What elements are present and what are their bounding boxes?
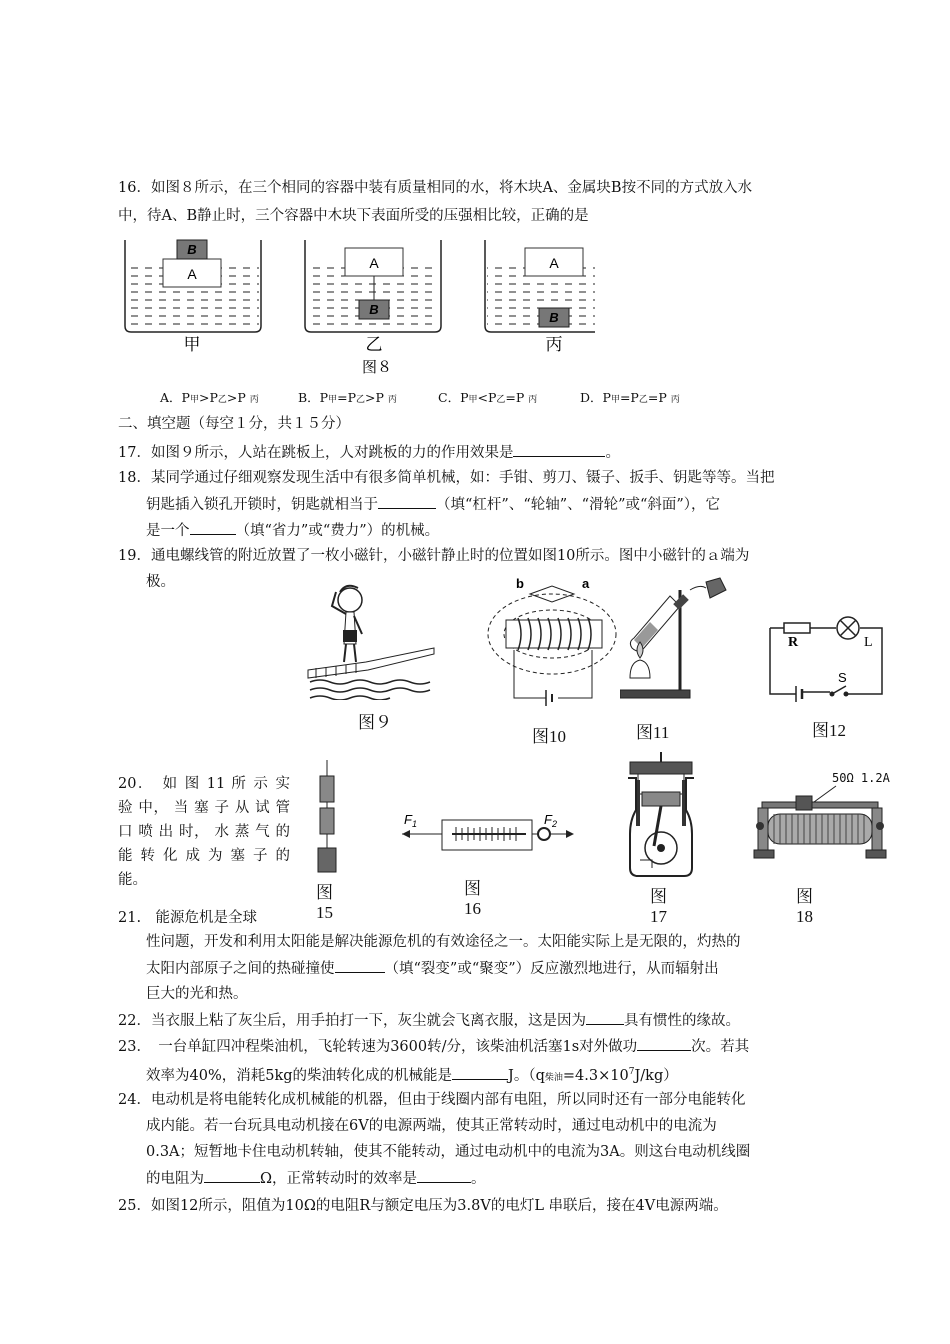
figure-18-rheostat	[752, 782, 888, 862]
q16-line2: 中，待A、B静止时，三个容器中木块下表面所受的压强相比较，正确的是	[118, 208, 589, 224]
q23-line1: 23． 一台单缸四冲程柴油机，飞轮转速为3600转/分，该柴油机活塞1s对外做功 次。若其	[118, 1036, 749, 1057]
container-jia	[125, 240, 261, 332]
option-a[interactable]: A．P甲>P乙>P 丙	[160, 390, 259, 405]
figure-12-caption: 图12	[812, 721, 846, 740]
q21-line1: 21. 能源危机是全球	[118, 910, 258, 926]
section-heading: 二、填空题（每空１分，共１５分）	[118, 416, 350, 432]
block-a-label: A	[549, 255, 559, 271]
compass-b-label: b	[516, 576, 524, 591]
figure-12-circuit	[764, 608, 890, 704]
figure-10-caption: 图10	[532, 727, 566, 746]
lamp-label: L	[864, 635, 873, 650]
figure-11-test-tube	[620, 576, 730, 706]
rheostat-rating: 50Ω 1.2A	[832, 771, 890, 785]
q21-line3: 太阳内部原子之间的热碰撞使 （填“裂变”或“聚变”）反应激烈地进行，从而辐射出	[146, 958, 719, 979]
q24-line2: 成内能。若一台玩具电动机接在6V的电源两端，使其正常转动时，通过电动机中的电流为	[146, 1118, 717, 1134]
q19-line1: 19．通电螺线管的附近放置了一枚小磁针，小磁针静止时的位置如图10所示。图中小磁针的ａ端为	[118, 548, 750, 564]
q18-line3: 是一个 （填“省力”或“费力”）的机械。	[146, 520, 439, 541]
q21-line2: 性问题，开发和利用太阳能是解决能源危机的有效途径之一。太阳能实际上是无限的，灼热的	[146, 934, 741, 950]
figure-8-caption: 图８	[361, 358, 393, 376]
block-b-label: B	[549, 310, 559, 325]
q20: 20． 如 图 11 所 示 实 验 中， 当 塞 子 从 试 管 口 喷 出 时， 水 蒸 气 的 能 转 化 成 为 塞 子 的 能。	[118, 776, 290, 888]
block-b-label: B	[369, 302, 379, 317]
figure-17-engine	[626, 750, 696, 878]
figure-9-diver	[306, 578, 438, 700]
container-label-yi: 乙	[365, 335, 383, 355]
figure-10-solenoid	[484, 574, 620, 714]
switch-label: S	[838, 670, 847, 685]
q18-line2: 钥匙插入锁孔开锁时，钥匙就相当于 （填“杠杆”、“轮轴”、“滑轮”或“斜面”），它	[146, 494, 720, 515]
block-a-label: A	[369, 255, 379, 271]
figure-11-caption: 图11	[636, 723, 670, 742]
container-label-jia: 甲	[183, 335, 201, 355]
block-b-label: B	[187, 242, 197, 257]
q24-line1: 24．电动机是将电能转化成机械能的机器，但由于线圈内部有电阻，所以同时还有一部分电能转化	[118, 1092, 746, 1108]
figure-15-caption: 图 15	[316, 883, 333, 922]
option-d[interactable]: D．P甲=P乙=P 丙	[580, 390, 680, 405]
figure-18-caption: 图 18	[796, 887, 813, 926]
figure-16-caption: 图 16	[464, 879, 481, 918]
block-a-label: A	[187, 266, 197, 282]
force-f2-label: $F_2$	[544, 812, 557, 829]
figure-9-caption: 图９	[358, 713, 392, 732]
figure-17-caption: 图 17	[650, 887, 667, 926]
option-c[interactable]: C．P甲<P乙=P 丙	[438, 390, 538, 405]
figure-8	[115, 232, 595, 380]
q24-line4: 的电阻为 Ω，正常转动时的效率是 。	[146, 1168, 486, 1189]
q17: 17．如图９所示，人站在跳板上，人对跳板的力的作用效果是 。	[118, 442, 620, 463]
figure-15-weights	[312, 758, 342, 876]
q19-line2: 极。	[146, 574, 175, 590]
resistor-label: R	[788, 635, 799, 650]
q23-line2: 效率为40%，消耗5kg的柴油转化成的机械能是 J。（q柴油$=4.3\times 10^7J/kg$）	[146, 1062, 678, 1088]
option-b[interactable]: B．P甲=P乙>P 丙	[298, 390, 397, 405]
q24-line3: 0.3A；短暂地卡住电动机转轴，使其不能转动，通过电动机中的电流为3A。则这台电动机线圈	[146, 1144, 751, 1160]
q22: 22．当衣服上粘了灰尘后，用手拍打一下，灰尘就会飞离衣服，这是因为 具有惯性的缘故。	[118, 1010, 740, 1031]
figure-16-spring-balance	[400, 810, 576, 856]
container-label-bing: 丙	[545, 335, 563, 355]
force-f1-label: $F_1$	[404, 812, 417, 829]
q16-line1: 16．如图８所示，在三个相同的容器中装有质量相同的水，将木块A、金属块B按不同的方式放入水	[118, 180, 753, 196]
q25: 25．如图12所示，阻值为10Ω的电阻R与额定电压为3.8V的电灯L 串联后，接在4V电源两端。	[118, 1198, 728, 1214]
container-yi	[305, 240, 441, 332]
q18-line1: 18．某同学通过仔细观察发现生活中有很多简单机械，如：手钳、剪刀、镊子、扳手、钥匙等等。当把	[118, 470, 775, 486]
container-bing	[485, 240, 595, 332]
q21-line4: 巨大的光和热。	[146, 986, 248, 1002]
compass-a-label: a	[582, 576, 590, 591]
